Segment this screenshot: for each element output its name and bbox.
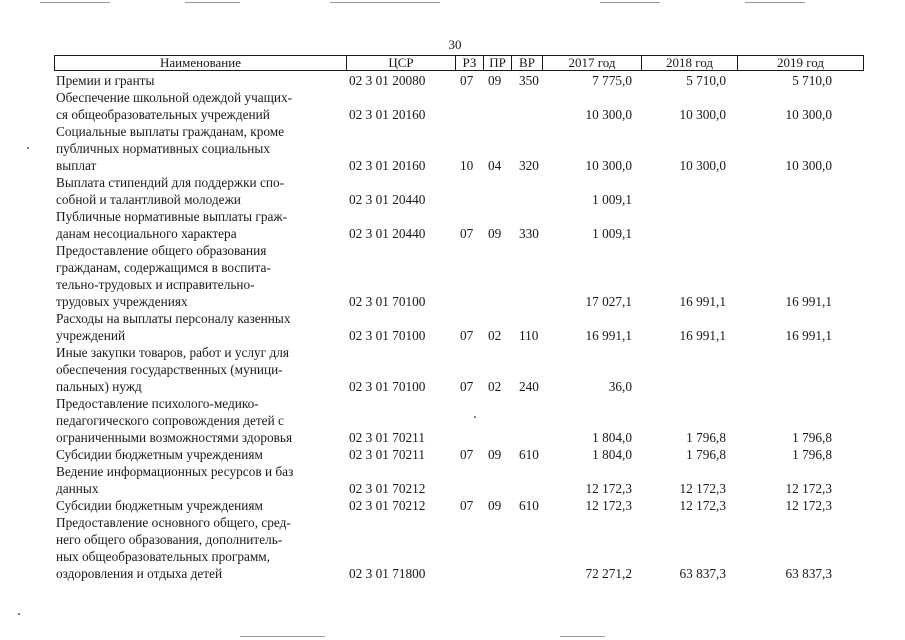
row-csr: 02 3 01 70211	[349, 447, 425, 462]
row-name-line: Субсидии бюджетным учреждениям	[56, 447, 263, 462]
row-rz: 10	[460, 158, 474, 173]
row-pr: 02	[488, 379, 502, 394]
row-vr: 110	[519, 328, 539, 343]
row-pr: 09	[488, 226, 502, 241]
row-name-line: Предоставление психолого-медико-	[56, 396, 259, 411]
row-csr: 02 3 01 70100	[349, 328, 426, 343]
row-value-2019: 16 991,1	[785, 294, 832, 309]
row-name-line: ных общеобразовательных программ,	[56, 549, 271, 564]
row-rz: 07	[460, 498, 474, 513]
row-vr: 330	[519, 226, 539, 241]
header-vr: ВР	[511, 55, 543, 71]
row-value-2017: 12 172,3	[585, 481, 632, 496]
row-pr: 09	[488, 73, 502, 88]
row-name-line: обеспечения государственных (муници-	[56, 362, 283, 377]
row-value-2017: 1 804,0	[592, 447, 632, 462]
row-csr: 02 3 01 70212	[349, 498, 426, 513]
row-csr: 02 3 01 70100	[349, 294, 426, 309]
row-value-2018: 16 991,1	[679, 328, 726, 343]
row-name-line: Иные закупки товаров, работ и услуг для	[56, 345, 289, 360]
row-value-2018: 12 172,3	[679, 498, 726, 513]
row-name-line: тельно-трудовых и исправительно-	[56, 277, 255, 292]
page-number: 30	[448, 37, 462, 52]
row-value-2019: 10 300,0	[785, 107, 832, 122]
header-rz: РЗ	[455, 55, 484, 71]
row-name-line: публичных нормативных социальных	[56, 141, 271, 156]
row-value-2019: 5 710,0	[792, 73, 832, 88]
row-csr: 02 3 01 20160	[349, 107, 426, 122]
row-value-2017: 1 804,0	[592, 430, 632, 445]
row-csr: 02 3 01 70212	[349, 481, 426, 496]
row-pr: 09	[488, 498, 502, 513]
row-pr: 02	[488, 328, 502, 343]
scan-speck	[27, 147, 29, 149]
row-value-2018: 1 796,8	[686, 447, 726, 462]
row-name-line: ся общеобразовательных учреждений	[56, 107, 270, 122]
row-name-line: выплат	[56, 158, 97, 173]
row-value-2018: 12 172,3	[679, 481, 726, 496]
row-value-2017: 16 991,1	[585, 328, 632, 343]
row-vr: 610	[519, 447, 539, 462]
row-value-2018: 16 991,1	[679, 294, 726, 309]
row-name-line: пальных) нужд	[56, 379, 142, 394]
row-name-line: Социальные выплаты гражданам, кроме	[56, 124, 285, 139]
row-value-2017: 7 775,0	[592, 73, 632, 88]
header-pr: ПР	[483, 55, 512, 71]
row-value-2017: 10 300,0	[585, 107, 632, 122]
row-value-2017: 1 009,1	[592, 192, 632, 207]
row-name-line: Субсидии бюджетным учреждениям	[56, 498, 263, 513]
header-2017: 2017 год	[542, 55, 642, 71]
row-name-line: него общего образования, дополнитель-	[56, 532, 283, 547]
row-csr: 02 3 01 20160	[349, 158, 426, 173]
row-name-line: Выплата стипендий для поддержки спо-	[56, 175, 285, 190]
row-rz: 07	[460, 447, 474, 462]
row-csr: 02 3 01 71800	[349, 566, 426, 581]
row-value-2019: 1 796,8	[792, 447, 832, 462]
row-rz: 07	[460, 379, 474, 394]
row-value-2017: 12 172,3	[585, 498, 632, 513]
row-csr: 02 3 01 20440	[349, 226, 426, 241]
header-2019: 2019 год	[737, 55, 864, 71]
row-name-line: педагогического сопровождения детей с	[56, 413, 284, 428]
row-value-2018: 5 710,0	[686, 73, 726, 88]
row-vr: 350	[519, 73, 539, 88]
row-value-2017: 36,0	[608, 379, 632, 394]
row-value-2019: 63 837,3	[785, 566, 832, 581]
row-pr: 09	[488, 447, 502, 462]
row-name-line: собной и талантливой молодежи	[56, 192, 241, 207]
row-vr: 610	[519, 498, 539, 513]
row-name-line: гражданам, содержащимся в воспита-	[56, 260, 271, 275]
row-csr: 02 3 01 70211	[349, 430, 425, 445]
row-name-line: ограниченными возможностями здоровья	[56, 430, 293, 445]
row-value-2017: 1 009,1	[592, 226, 632, 241]
row-value-2018: 10 300,0	[679, 107, 726, 122]
row-name-line: учреждений	[56, 328, 126, 343]
row-value-2019: 16 991,1	[785, 328, 832, 343]
row-name-line: Ведение информационных ресурсов и баз	[56, 464, 294, 479]
row-name-line: данных	[56, 481, 99, 496]
header-name: Наименование	[54, 55, 347, 71]
row-pr: 04	[488, 158, 502, 173]
row-value-2019: 12 172,3	[785, 481, 832, 496]
row-value-2017: 10 300,0	[585, 158, 632, 173]
scan-speck	[474, 416, 476, 418]
row-name-line: Расходы на выплаты персоналу казенных	[56, 311, 291, 326]
row-value-2018: 1 796,8	[686, 430, 726, 445]
row-value-2018: 63 837,3	[679, 566, 726, 581]
row-value-2017: 72 271,2	[585, 566, 632, 581]
row-csr: 02 3 01 70100	[349, 379, 426, 394]
row-value-2017: 17 027,1	[585, 294, 632, 309]
row-name-line: Обеспечение школьной одеждой учащих-	[56, 90, 293, 105]
row-name-line: Предоставление основного общего, сред-	[56, 515, 291, 530]
row-name-line: Публичные нормативные выплаты граж-	[56, 209, 288, 224]
row-name-line: трудовых учреждениях	[56, 294, 188, 309]
row-name-line: данам несоциального характера	[56, 226, 237, 241]
row-name-line: оздоровления и отдыха детей	[56, 566, 223, 581]
header-2018: 2018 год	[641, 55, 738, 71]
row-value-2019: 12 172,3	[785, 498, 832, 513]
row-rz: 07	[460, 328, 474, 343]
scan-speck	[18, 613, 20, 615]
row-csr: 02 3 01 20080	[349, 73, 426, 88]
row-vr: 240	[519, 379, 539, 394]
row-value-2018: 10 300,0	[679, 158, 726, 173]
row-rz: 07	[460, 226, 474, 241]
row-name-line: Премии и гранты	[56, 73, 155, 88]
row-vr: 320	[519, 158, 539, 173]
row-name-line: Предоставление общего образования	[56, 243, 267, 258]
row-rz: 07	[460, 73, 474, 88]
row-value-2019: 10 300,0	[785, 158, 832, 173]
row-value-2019: 1 796,8	[792, 430, 832, 445]
header-csr: ЦСР	[346, 55, 456, 71]
row-csr: 02 3 01 20440	[349, 192, 426, 207]
